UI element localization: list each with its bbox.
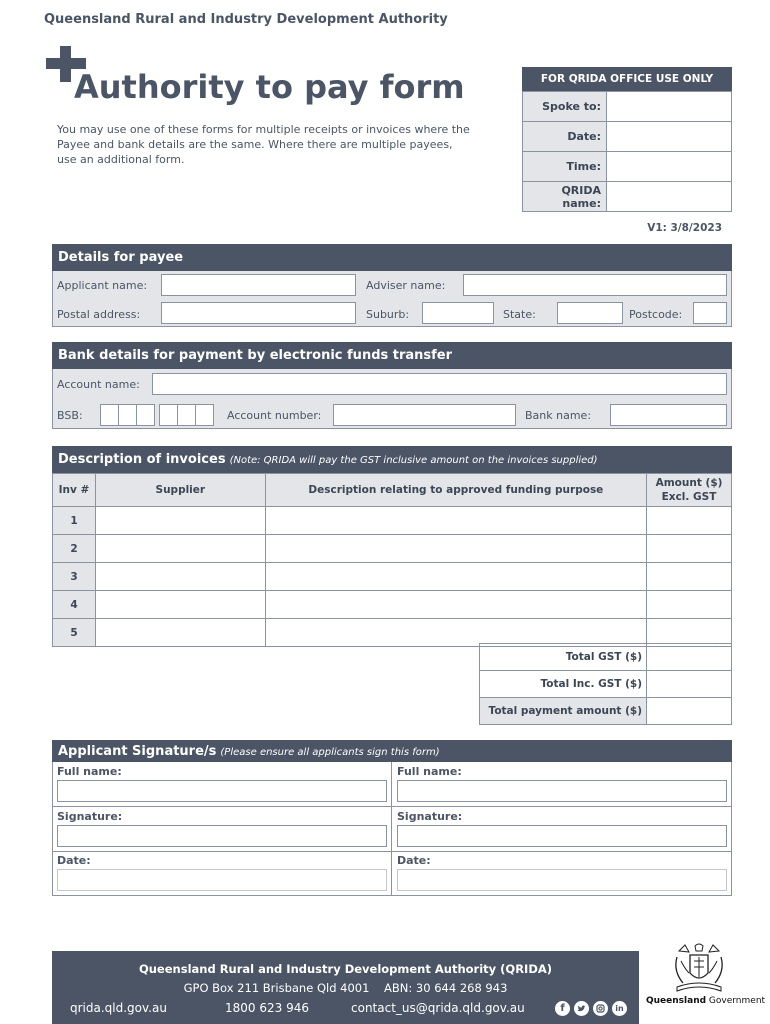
office-row-label: Date: (523, 122, 607, 152)
signature-note: (Please ensure all applicants sign this form) (220, 747, 440, 758)
amount-cell[interactable] (647, 535, 732, 563)
adviser-name-label: Adviser name: (366, 279, 446, 292)
bsb-digit[interactable] (159, 404, 178, 426)
signature-divider (391, 762, 392, 896)
column-header: Amount ($) Excl. GST (647, 474, 732, 507)
supplier-cell[interactable] (95, 591, 265, 619)
applicant-name-label: Applicant name: (57, 279, 148, 292)
table-row (53, 535, 732, 563)
date-field-1[interactable] (57, 869, 387, 891)
supplier-cell[interactable] (95, 619, 265, 647)
date-label-1: Date: (57, 854, 91, 867)
office-row-label: Time: (523, 152, 607, 182)
adviser-name-field[interactable] (463, 274, 727, 296)
office-row-label: QRIDA name: (523, 182, 607, 212)
supplier-cell[interactable] (95, 535, 265, 563)
office-time-field[interactable] (607, 152, 732, 182)
office-use-heading: FOR QRIDA OFFICE USE ONLY (522, 67, 732, 91)
footer-phone[interactable]: 1800 623 946 (225, 1001, 309, 1015)
signature-heading: Applicant Signature/s (58, 744, 217, 759)
full-name-label-2: Full name: (397, 765, 462, 778)
signature-section-heading (52, 740, 732, 762)
column-header: Inv # (53, 474, 96, 507)
footer-address: GPO Box 211 Brisbane Qld 4001 ABN: 30 644 268 943 (183, 981, 508, 995)
spoke-to-field[interactable] (607, 92, 732, 122)
signature-row-divider (52, 851, 732, 852)
total-gst-label: Total GST ($) (480, 644, 647, 671)
footer-org: Queensland Rural and Industry Development Authority (QRIDA) (138, 962, 553, 976)
intro-text: You may use one of these forms for multiple receipts or invoices where the Payee and bank details are the same. Where there are multiple payees, use an additional form. (57, 123, 470, 166)
invoices-table (52, 473, 732, 647)
state-field[interactable] (557, 302, 623, 324)
invoice-number: 2 (53, 535, 96, 563)
bsb-digit[interactable] (177, 404, 196, 426)
office-use-table (522, 91, 732, 212)
invoice-number: 1 (53, 507, 96, 535)
state-label: State: (503, 308, 536, 321)
column-header: Description relating to approved funding purpose (265, 474, 646, 507)
signature-label-2: Signature: (397, 810, 463, 823)
invoice-number: 3 (53, 563, 96, 591)
totals-table (479, 643, 732, 725)
postal-address-label: Postal address: (57, 308, 141, 321)
invoices-note: (Note: QRIDA will pay the GST inclusive amount on the invoices supplied) (229, 455, 598, 466)
column-header: Supplier (95, 474, 265, 507)
description-cell[interactable] (265, 535, 646, 563)
total-inc-gst-label: Total Inc. GST ($) (480, 671, 647, 698)
description-cell[interactable] (265, 563, 646, 591)
description-cell[interactable] (265, 591, 646, 619)
invoices-heading: Description of invoices (58, 452, 226, 467)
total-inc-gst-field[interactable] (647, 671, 732, 698)
bsb-digit[interactable] (118, 404, 137, 426)
date-label-2: Date: (397, 854, 431, 867)
instagram-icon[interactable] (593, 1001, 608, 1016)
postal-address-field[interactable] (161, 302, 356, 324)
postcode-field[interactable] (693, 302, 727, 324)
invoice-number: 4 (53, 591, 96, 619)
bsb-label: BSB: (57, 409, 83, 422)
full-name-field-2[interactable] (397, 780, 727, 802)
description-cell[interactable] (265, 507, 646, 535)
gov-name-bold: Queensland (646, 996, 707, 1006)
footer-website[interactable]: qrida.qld.gov.au (70, 1001, 167, 1015)
office-row-label: Spoke to: (523, 92, 607, 122)
payee-section-heading (52, 244, 732, 271)
page-title: Authority to pay form (74, 68, 465, 106)
invoice-number: 5 (53, 619, 96, 647)
account-name-label: Account name: (57, 378, 140, 391)
twitter-icon[interactable] (574, 1001, 589, 1016)
full-name-label-1: Full name: (57, 765, 122, 778)
bank-heading: Bank details for payment by electronic funds transfer (58, 348, 453, 363)
bank-section-heading (52, 342, 732, 369)
supplier-cell[interactable] (95, 507, 265, 535)
table-row (53, 507, 732, 535)
org-name: Queensland Rural and Industry Development Authority (44, 12, 448, 27)
amount-cell[interactable] (647, 563, 732, 591)
account-number-label: Account number: (227, 409, 322, 422)
table-row (53, 591, 732, 619)
account-number-field[interactable] (333, 404, 516, 426)
date-field-2[interactable] (397, 869, 727, 891)
bank-name-field[interactable] (610, 404, 727, 426)
supplier-cell[interactable] (95, 563, 265, 591)
total-payment-label: Total payment amount ($) (480, 698, 647, 725)
bsb-digit[interactable] (136, 404, 155, 426)
account-name-field[interactable] (152, 373, 727, 395)
bsb-digit[interactable] (100, 404, 119, 426)
signature-field-2[interactable] (397, 825, 727, 847)
applicant-name-field[interactable] (161, 274, 356, 296)
table-row (53, 563, 732, 591)
full-name-field-1[interactable] (57, 780, 387, 802)
qrida-name-field[interactable] (607, 182, 732, 212)
queensland-government-logo (646, 996, 765, 1006)
suburb-label: Suburb: (366, 308, 410, 321)
facebook-icon[interactable]: f (555, 1001, 570, 1016)
signature-label-1: Signature: (57, 810, 123, 823)
bsb-digit[interactable] (195, 404, 214, 426)
invoices-section-heading (52, 446, 732, 473)
suburb-field[interactable] (422, 302, 494, 324)
office-date-field[interactable] (607, 122, 732, 152)
payee-heading: Details for payee (58, 250, 184, 265)
amount-cell[interactable] (647, 591, 732, 619)
postcode-label: Postcode: (629, 308, 683, 321)
amount-cell[interactable] (647, 507, 732, 535)
gov-name: Government (708, 996, 766, 1006)
linkedin-icon[interactable]: in (612, 1001, 627, 1016)
bsb-field[interactable] (100, 404, 215, 426)
version-label: V1: 3/8/2023 (647, 222, 722, 234)
footer-email[interactable]: contact_us@qrida.qld.gov.au (351, 1001, 525, 1015)
coat-of-arms-icon (669, 943, 729, 995)
signature-field-1[interactable] (57, 825, 387, 847)
signature-row-divider (52, 806, 732, 807)
total-gst-field[interactable] (647, 644, 732, 671)
bank-name-label: Bank name: (525, 409, 592, 422)
total-payment-field[interactable] (647, 698, 732, 725)
